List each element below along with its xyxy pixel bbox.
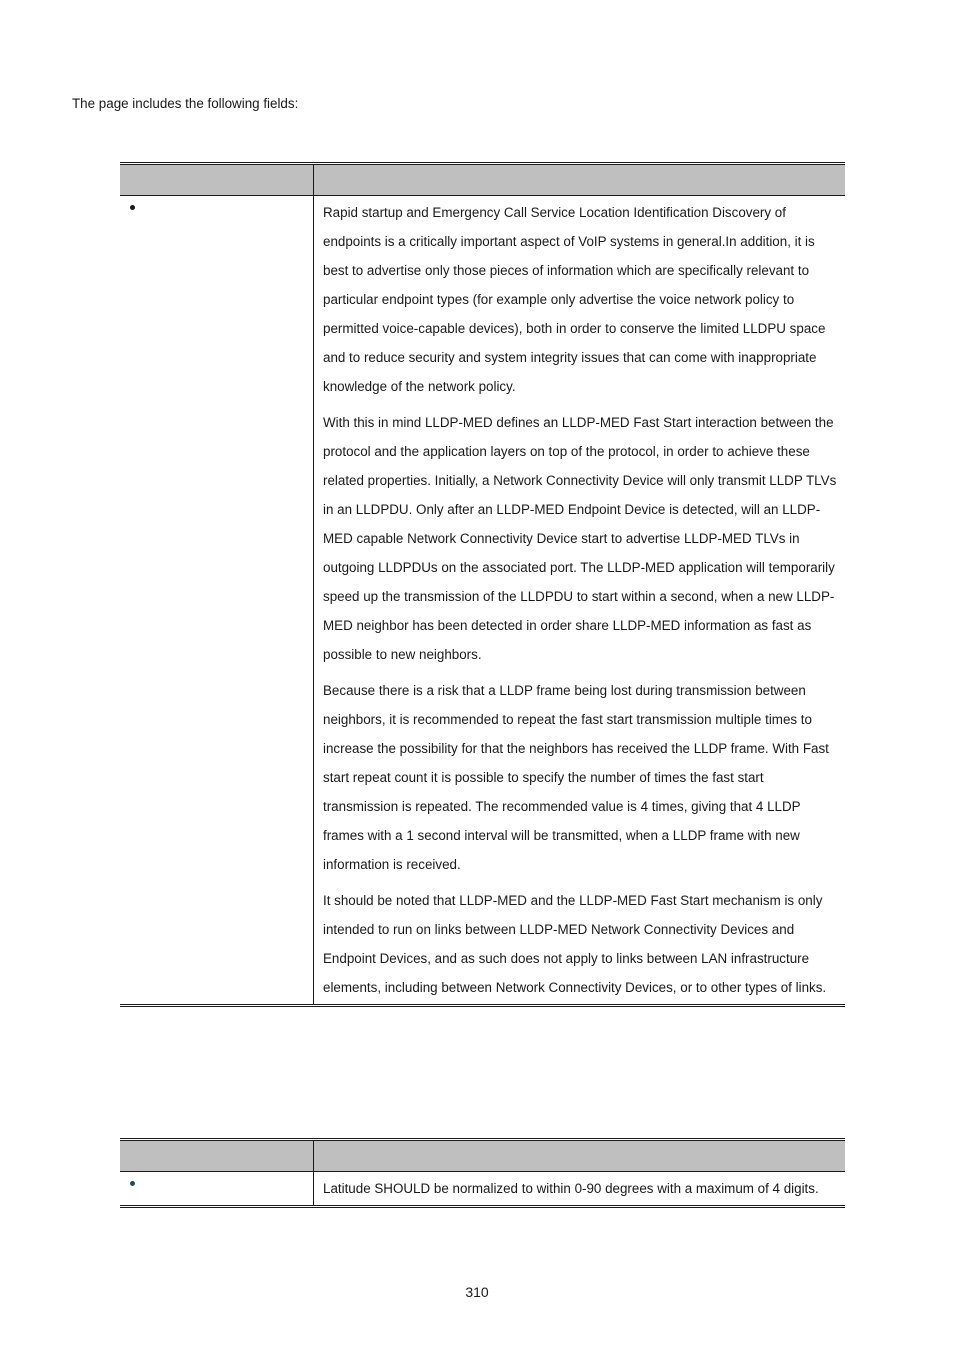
header-object-cell <box>120 1141 314 1171</box>
description-paragraph: With this in mind LLDP-MED defines an LLDP-MED Fast Start interaction between the protocol and the application layers on top of the protocol, in order to achieve these related properties. Initially, a Network Connectivity Device will only transmit LLDP TLVs in an LLDPDU. Only after an LLDP-MED Endpoint Device is detected, will an LLDP-MED capable Network Connectivity Device start to advertise LLDP-MED TLVs in outgoing LLDPDUs on the associated port. The LLDP-MED application will temporarily speed up the transmission of the LLDPDU to start within a second, when a new LLDP-MED neighbor has been detected in order share LLDP-MED information as fast as possible to new neighbors. <box>323 415 837 662</box>
header-object-cell <box>120 165 314 195</box>
header-description-cell <box>314 165 845 195</box>
fast-start-table <box>120 162 845 1007</box>
intro-text: The page includes the following fields: <box>72 96 299 111</box>
object-cell <box>120 1172 314 1205</box>
description-paragraph: Because there is a risk that a LLDP frame being lost during transmission between neighbors, it is recommended to repeat the fast start transmission multiple times to increase the possibility for that the neighbors has received the LLDP frame. With Fast start repeat count it is possible to specify the number of times the fast start transmission is repeated. The recommended value is 4 times, giving that 4 LLDP frames with a 1 second interval will be transmitted, when a LLDP frame with new information is received. <box>323 683 829 872</box>
latitude-table <box>120 1138 845 1208</box>
description-cell <box>314 196 845 1004</box>
table-header-row <box>120 1141 845 1172</box>
bullet-icon <box>130 1181 135 1186</box>
table-bottom-rule <box>120 1004 845 1007</box>
description-cell <box>314 1172 845 1205</box>
header-description-cell <box>314 1141 845 1171</box>
description-paragraph: Latitude SHOULD be normalized to within 0-90 degrees with a maximum of 4 digits. <box>323 1181 819 1196</box>
table-row <box>120 1172 845 1205</box>
description-paragraph: It should be noted that LLDP-MED and the LLDP-MED Fast Start mechanism is only intended to run on links between LLDP-MED Network Connectivity Devices and Endpoint Devices, and as such does not apply to links between LAN infrastructure elements, including between Network Connectivity Devices, or to other types of links. <box>323 893 827 995</box>
table-row <box>120 196 845 1004</box>
table-bottom-rule <box>120 1205 845 1208</box>
page-number: 310 <box>465 1284 489 1300</box>
description-paragraph: Rapid startup and Emergency Call Service Location Identification Discovery of endpoints is a critically important aspect of VoIP systems in general.In addition, it is best to advertise only those pieces of information which are specifically relevant to particular endpoint types (for example only advertise the voice network policy to permitted voice-capable devices), both in order to conserve the limited LLDPU space and to reduce security and system integrity issues that can come with inappropriate knowledge of the network policy. <box>323 205 826 394</box>
object-cell <box>120 196 314 1004</box>
bullet-icon <box>130 205 135 210</box>
table-header-row <box>120 165 845 196</box>
